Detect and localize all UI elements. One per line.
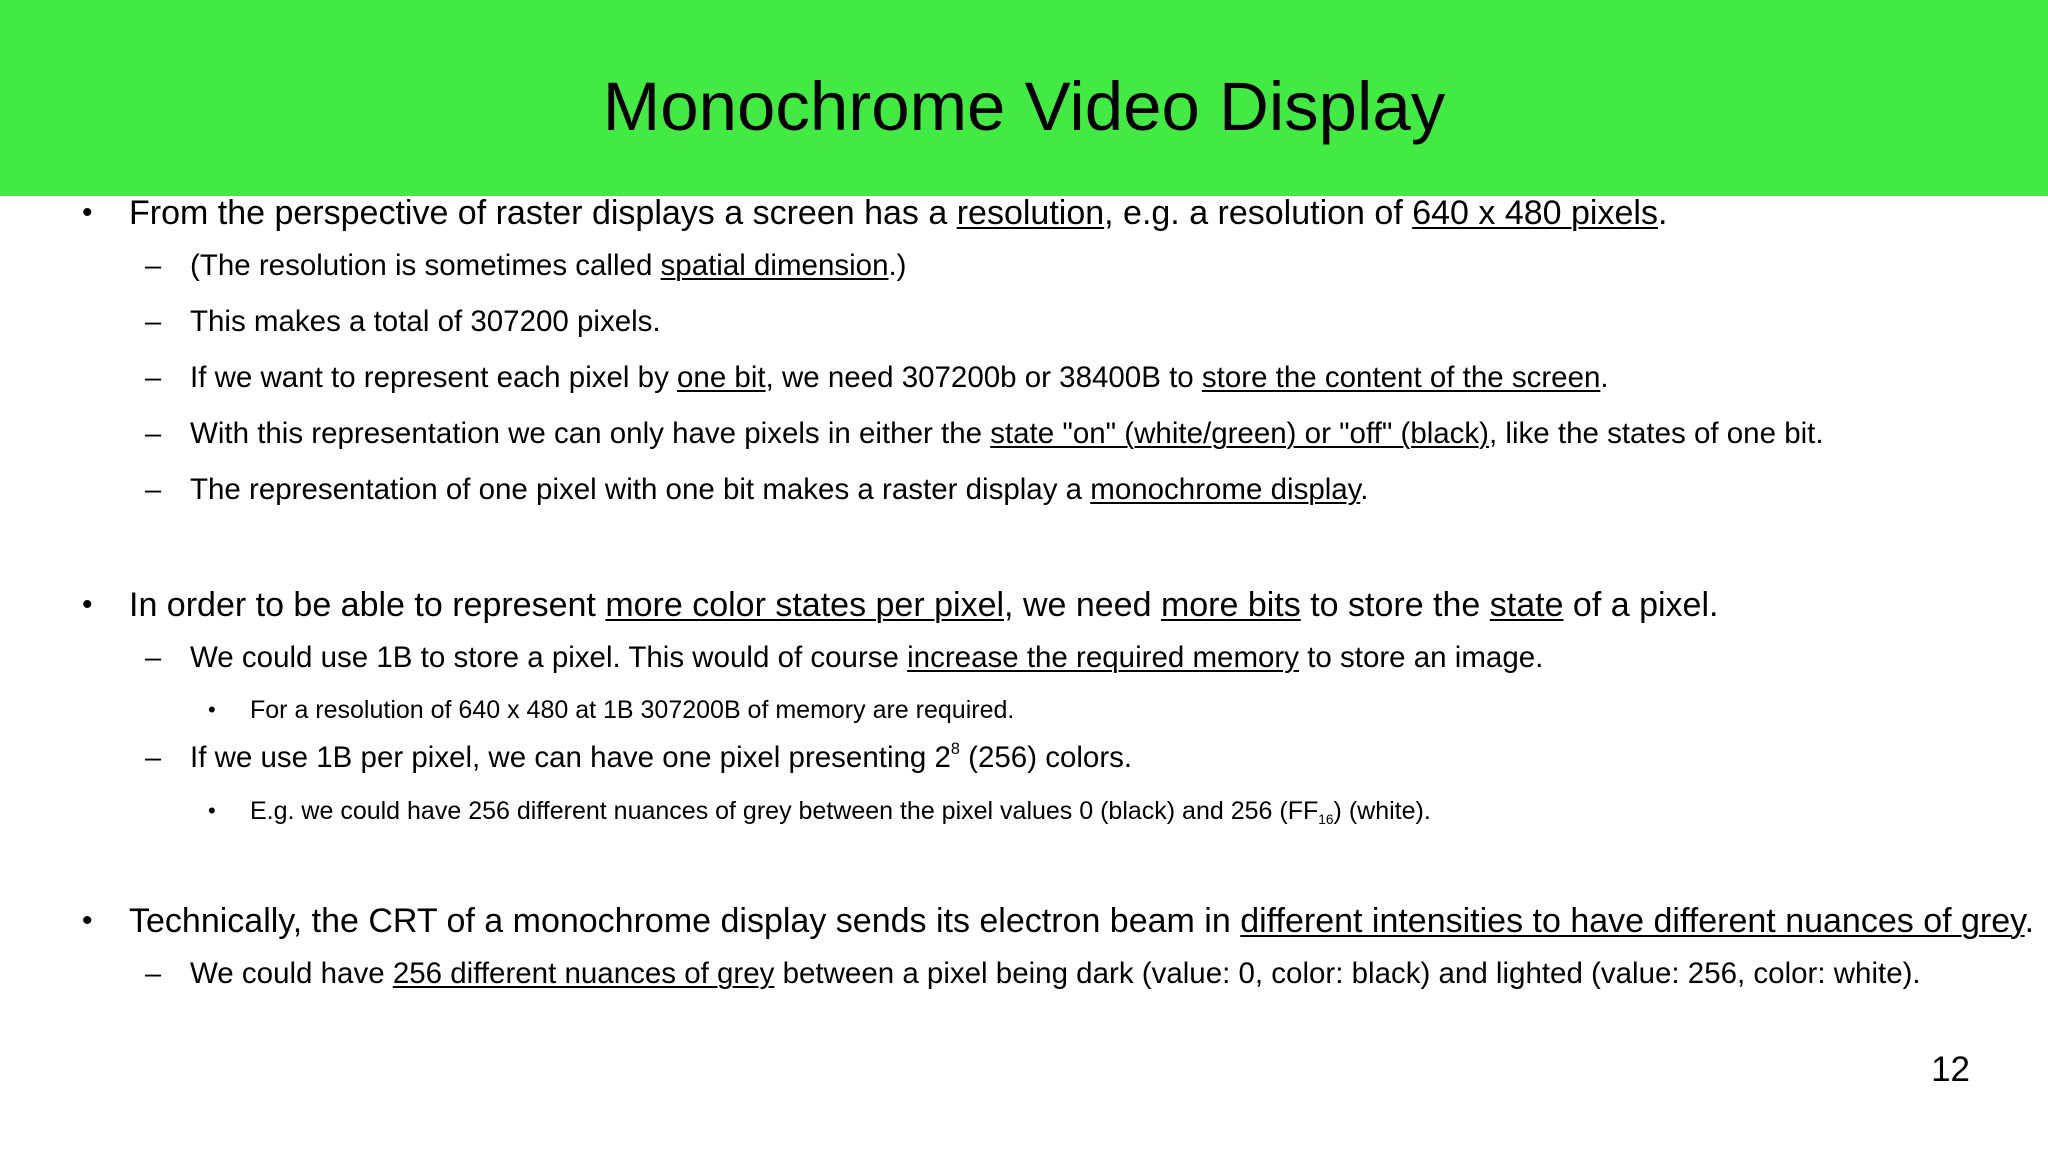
bullet-resolution: From the perspective of raster displays a screen has a resolution, e.g. a resolution of 640 x 480 pixels. <box>129 194 1668 232</box>
dash-marker: – <box>145 742 162 774</box>
dash-marker: – <box>145 474 162 506</box>
sub-bullet-monochrome-display: The representation of one pixel with one bit makes a raster display a monochrome display. <box>190 473 1369 506</box>
dash-marker: – <box>145 306 162 338</box>
underlined-text: monochrome display <box>1090 473 1361 506</box>
underlined-text: state "on" (white/green) or "off" (black) <box>990 417 1490 450</box>
dash-marker: – <box>145 958 162 990</box>
underlined-text: more color states per pixel <box>605 586 1005 624</box>
dash-marker: – <box>145 250 162 282</box>
dash-marker: – <box>145 362 162 394</box>
small-bullet-marker: • <box>208 697 216 722</box>
underlined-text: spatial dimension <box>660 249 889 282</box>
underlined-text: different intensities to have different nuances of grey <box>1240 902 2025 940</box>
underlined-text: more bits <box>1160 586 1301 624</box>
dash-marker: – <box>145 642 162 674</box>
bullet-marker: • <box>82 588 93 621</box>
dash-marker: – <box>145 418 162 450</box>
sub-bullet-256-colors: If we use 1B per pixel, we can have one pixel presenting $2^8$ (256) colors. <box>190 740 1133 774</box>
bullet-marker: • <box>82 196 93 229</box>
bullet-marker: • <box>82 904 93 937</box>
underlined-text: 640 x 480 pixels <box>1412 194 1658 232</box>
underlined-text: 256 different nuances of grey <box>392 957 775 990</box>
small-bullet-marker: • <box>208 798 216 823</box>
sub-bullet-total-pixels: This makes a total of 307200 pixels. <box>190 305 661 338</box>
underlined-text: increase the required memory <box>907 641 1299 674</box>
bullet-crt-intensities: Technically, the CRT of a monochrome display sends its electron beam in different intensities to have different nuances of grey. <box>129 902 2035 940</box>
underlined-text: one bit <box>677 361 766 394</box>
underlined-text: store the content of the screen <box>1201 361 1601 394</box>
underlined-text: resolution <box>956 194 1105 232</box>
page-number: 12 <box>1931 1050 1970 1089</box>
sub-sub-bullet-grey-nuances: E.g. we could have 256 different nuances of grey between the pixel values 0 (black) and 256 $(FF_{16})$ (white). <box>250 797 1431 827</box>
sub-bullet-spatial-dimension: (The resolution is sometimes called spatial dimension.) <box>190 249 907 282</box>
sub-bullet-one-bit: If we want to represent each pixel by one bit, we need 307200b or 38400B to store the content of the screen. <box>190 361 1609 394</box>
sub-sub-bullet-memory: For a resolution of 640 x 480 at 1B 307200B of memory are required. <box>250 696 1015 724</box>
bullet-color-states: In order to be able to represent more color states per pixel, we need more bits to store the state of a pixel. <box>129 586 1719 624</box>
slide-title: Monochrome Video Display <box>602 68 1446 145</box>
sub-bullet-one-byte: We could use 1B to store a pixel. This would of course increase the required memory to store an image. <box>190 641 1544 674</box>
underlined-text: state <box>1489 586 1564 624</box>
sub-bullet-dark-lighted: We could have 256 different nuances of grey between a pixel being dark (value: 0, color: black) and lighted (value: 256, color: white). <box>190 957 1921 990</box>
sub-bullet-on-off-state: With this representation we can only have pixels in either the state "on" (white/green) or "off" (black), like the states of one bit. <box>190 417 1824 450</box>
